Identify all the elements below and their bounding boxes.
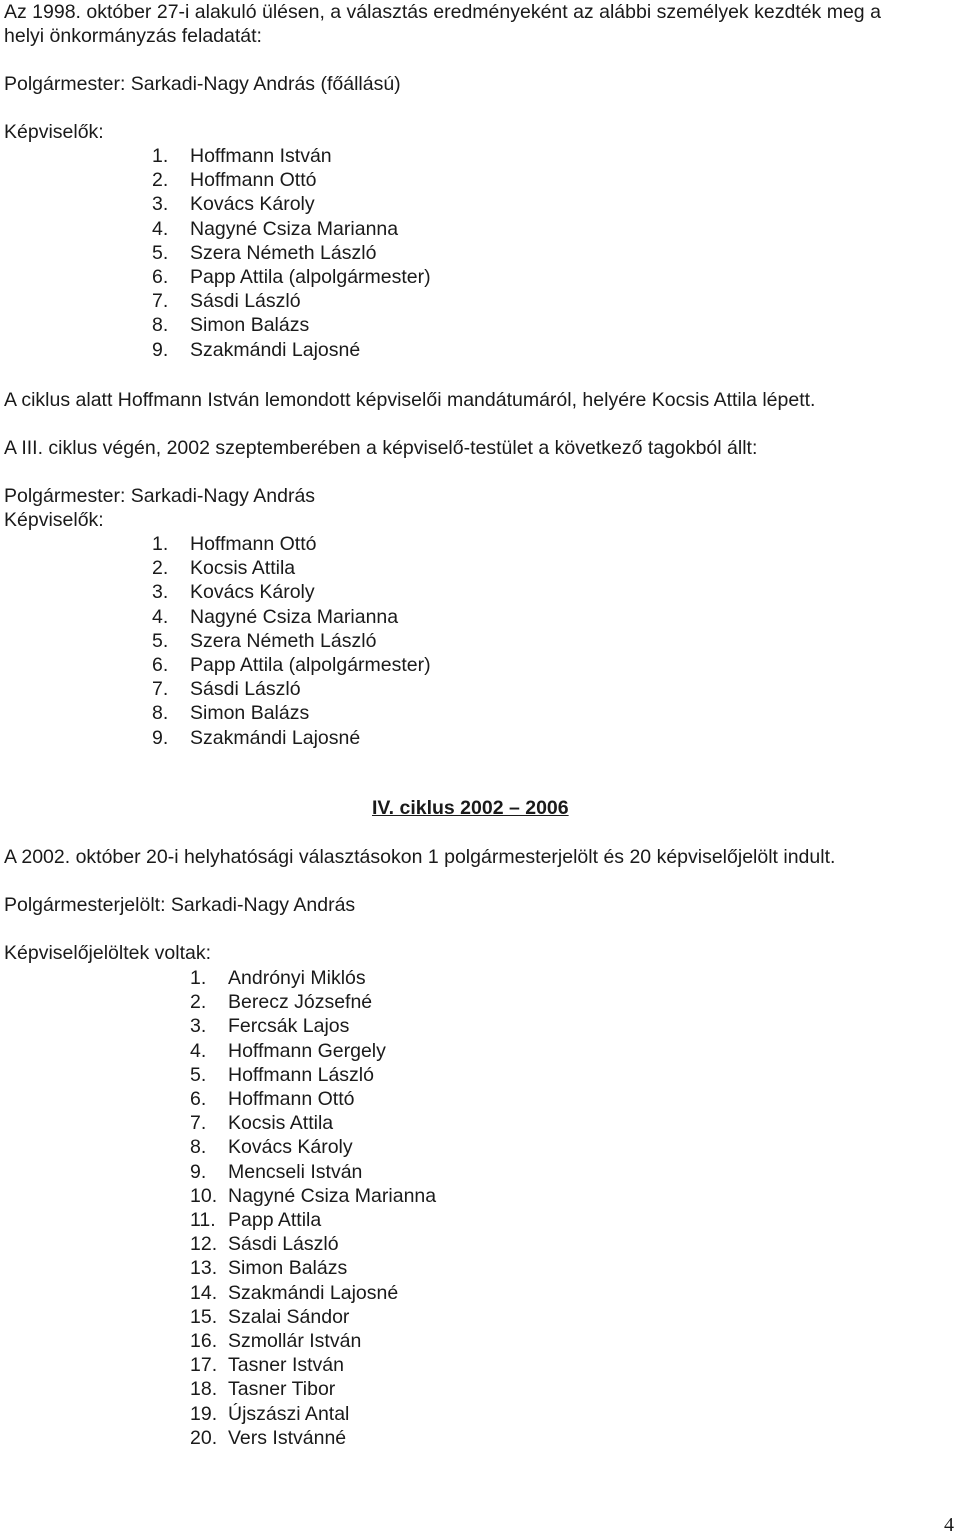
list-item xyxy=(190,1329,361,1353)
list-item xyxy=(190,1111,333,1135)
list-item-name: Szera Németh László xyxy=(190,629,377,652)
list-item-number: 1. xyxy=(152,533,169,555)
list-item xyxy=(190,1305,349,1329)
list-item-number: 17. xyxy=(190,1354,218,1377)
list-item-number: 5. xyxy=(152,241,169,264)
list-item xyxy=(190,1014,349,1038)
list-item-number: 7. xyxy=(190,1112,207,1135)
list-item-name: Szmollár István xyxy=(228,1330,362,1352)
list-item xyxy=(190,1256,347,1280)
list-item-number: 18. xyxy=(190,1378,218,1401)
list-item xyxy=(190,1063,374,1087)
list-item-name: Szakmándi Lajosné xyxy=(228,1281,399,1304)
list-item-number: 4. xyxy=(152,605,169,628)
list-item-number: 7. xyxy=(152,290,169,313)
list-item-name: Hoffmann Ottó xyxy=(190,169,317,192)
list-item-name: Kocsis Attila xyxy=(190,557,296,580)
list-item-number: 13. xyxy=(190,1257,218,1280)
list-item xyxy=(152,605,398,629)
list-item xyxy=(190,1377,335,1401)
list-item-name: Nagyné Csiza Marianna xyxy=(190,605,399,628)
list-item-name: Hoffmann István xyxy=(190,145,332,167)
list-item-name: Kovács Károly xyxy=(190,193,315,216)
list-item-name: Fercsák Lajos xyxy=(228,1015,350,1038)
list-item-name: Kovács Károly xyxy=(228,1136,353,1159)
list-item-name: Hoffmann Ottó xyxy=(190,533,317,555)
list-item xyxy=(152,532,316,556)
list-item-number: 14. xyxy=(190,1281,218,1304)
list-item-name: Simon Balázs xyxy=(190,702,310,725)
list-item-name: Hoffmann Ottó xyxy=(228,1088,355,1110)
list-item xyxy=(152,580,315,604)
list-item xyxy=(152,313,309,337)
list-item-number: 2. xyxy=(152,557,169,580)
list-item xyxy=(152,241,376,265)
list-item-number: 8. xyxy=(190,1136,207,1159)
list-item xyxy=(190,1353,344,1377)
reps-2002-label: Képviselők: xyxy=(4,509,104,531)
intro-line-2: helyi önkormányzás feladatát: xyxy=(4,25,262,47)
list-item-number: 6. xyxy=(190,1088,207,1110)
list-item-number: 4. xyxy=(152,217,169,240)
list-item xyxy=(190,966,366,990)
list-item xyxy=(190,1039,386,1063)
reps-1998-label: Képviselők: xyxy=(4,121,104,143)
list-item-number: 9. xyxy=(190,1160,207,1183)
list-item xyxy=(152,265,431,289)
list-item xyxy=(190,1160,362,1184)
list-item xyxy=(152,289,301,313)
list-item-name: Tasner István xyxy=(228,1354,344,1377)
mayor-2002: Polgármester: Sarkadi-Nagy András xyxy=(4,485,316,507)
list-item-number: 20. xyxy=(190,1426,218,1449)
list-item-name: Szakmándi Lajosné xyxy=(190,726,361,749)
list-item xyxy=(152,629,376,653)
list-item-name: Sásdi László xyxy=(228,1233,339,1256)
list-item-number: 3. xyxy=(152,581,169,604)
list-item-number: 1. xyxy=(190,967,207,989)
list-item xyxy=(190,1135,353,1159)
end-of-cycle-note: A III. ciklus végén, 2002 szeptemberében a képviselő-testület a következő tagokból állt: xyxy=(4,437,758,459)
list-item-number: 3. xyxy=(190,1015,207,1038)
list-item xyxy=(152,217,398,241)
list-item-number: 4. xyxy=(190,1039,207,1062)
list-item xyxy=(190,990,372,1014)
list-item xyxy=(152,677,301,701)
candidates-label: Képviselőjelöltek voltak: xyxy=(4,942,212,964)
list-item-number: 16. xyxy=(190,1330,218,1352)
list-item-number: 2. xyxy=(152,169,169,192)
list-item xyxy=(190,1184,436,1208)
list-item xyxy=(190,1208,321,1232)
list-item xyxy=(190,1087,354,1111)
list-item-name: Vers Istvánné xyxy=(228,1426,347,1449)
list-item xyxy=(152,338,360,362)
list-item xyxy=(152,653,431,677)
list-item-number: 1. xyxy=(152,145,169,167)
list-item-name: Papp Attila (alpolgármester) xyxy=(190,266,431,288)
list-item-name: Berecz Józsefné xyxy=(228,991,373,1014)
list-item xyxy=(152,192,315,216)
list-item-name: Simon Balázs xyxy=(190,314,310,337)
list-item-number: 19. xyxy=(190,1402,218,1425)
list-item-name: Kocsis Attila xyxy=(228,1112,334,1135)
list-item-name: Sásdi László xyxy=(190,678,301,701)
list-item-number: 5. xyxy=(152,629,169,652)
page-number: 4 xyxy=(944,1514,954,1536)
list-item xyxy=(152,701,309,725)
list-item-name: Andrónyi Miklós xyxy=(228,967,366,989)
cycle-4-heading: IV. ciklus 2002 – 2006 xyxy=(372,797,569,819)
list-item-name: Újszászi Antal xyxy=(228,1402,350,1425)
list-item-name: Kovács Károly xyxy=(190,581,315,604)
list-item xyxy=(190,1232,339,1256)
list-item-name: Simon Balázs xyxy=(228,1257,348,1280)
mayor-candidate: Polgármesterjelölt: Sarkadi-Nagy András xyxy=(4,894,356,916)
list-item-name: Hoffmann Gergely xyxy=(228,1039,386,1062)
list-item-name: Szakmándi Lajosné xyxy=(190,338,361,361)
list-item xyxy=(190,1402,349,1426)
list-item-number: 6. xyxy=(152,654,169,676)
list-item-number: 5. xyxy=(190,1063,207,1086)
list-item-number: 8. xyxy=(152,314,169,337)
list-item-name: Tasner Tibor xyxy=(228,1378,336,1401)
list-item-name: Papp Attila xyxy=(228,1209,322,1231)
list-item-number: 12. xyxy=(190,1233,218,1256)
list-item-number: 7. xyxy=(152,678,169,701)
list-item-name: Papp Attila (alpolgármester) xyxy=(190,654,431,676)
list-item xyxy=(152,144,332,168)
list-item-number: 8. xyxy=(152,702,169,725)
list-item-number: 9. xyxy=(152,338,169,361)
list-item-number: 9. xyxy=(152,726,169,749)
list-item-number: 2. xyxy=(190,991,207,1014)
list-item xyxy=(152,168,316,192)
list-item-name: Nagyné Csiza Marianna xyxy=(228,1184,437,1207)
list-item-number: 10. xyxy=(190,1184,218,1207)
list-item-number: 6. xyxy=(152,266,169,288)
list-item-name: Szera Németh László xyxy=(190,241,377,264)
list-item-number: 15. xyxy=(190,1305,218,1328)
list-item-name: Hoffmann László xyxy=(228,1063,374,1086)
list-item xyxy=(152,556,295,580)
intro-line-1: Az 1998. október 27-i alakuló ülésen, a választás eredményeként az alábbi személyek kezdték meg a xyxy=(4,1,881,23)
mayor-1998: Polgármester: Sarkadi-Nagy András (főállású) xyxy=(4,73,401,95)
resignation-note: A ciklus alatt Hoffmann István lemondott képviselői mandátumáról, helyére Kocsis Attila lépett. xyxy=(4,389,816,411)
list-item xyxy=(190,1281,398,1305)
list-item-number: 11. xyxy=(190,1209,216,1231)
list-item-name: Nagyné Csiza Marianna xyxy=(190,217,399,240)
list-item-name: Szalai Sándor xyxy=(228,1305,350,1328)
list-item xyxy=(152,726,360,750)
list-item-name: Mencseli István xyxy=(228,1160,363,1183)
election-2002-note: A 2002. október 20-i helyhatósági választásokon 1 polgármesterjelölt és 20 képviselőjelölt indult. xyxy=(4,846,836,868)
list-item xyxy=(190,1426,346,1450)
list-item-number: 3. xyxy=(152,193,169,216)
list-item-name: Sásdi László xyxy=(190,290,301,313)
